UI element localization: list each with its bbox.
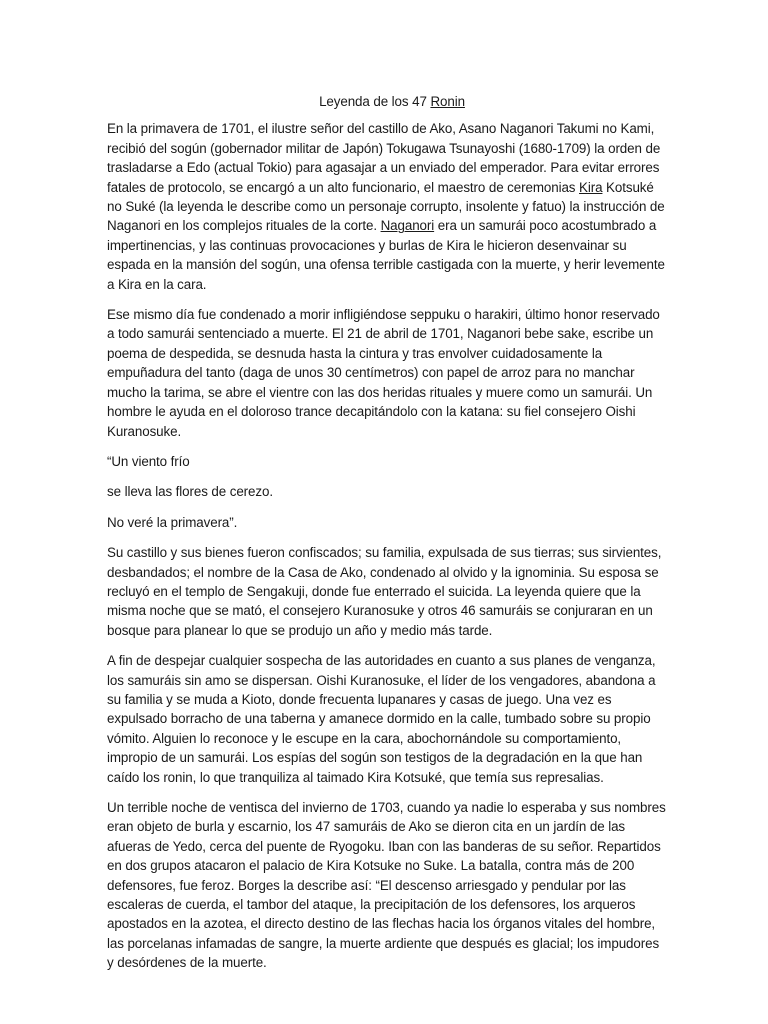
verse-line-2: se lleva las flores de cerezo. xyxy=(107,484,273,500)
link-kira[interactable]: Kira xyxy=(579,179,603,195)
paragraph-5: Un terrible noche de ventisca del invierno de 1703, cuando ya nadie lo esperaba y sus nombres eran objeto de burla y escarnio, los 47 samuráis de Ako se dieron cita en un jardín de las afueras de Yedo, cerca del puente de Ryogoku. Iban con las banderas de su señor. Repartidos en dos grupos atacaron el palacio de Kira Kotsuke no Suke. La batalla, contra más de 200 defensores, fue feroz. Borges la describe así: “El descenso arriesgado y pendular por las escaleras de cuerda, el tambor del ataque, la precipitación de los defensores, los arqueros apostados en la azotea, el directo destino de las flechas hacia los órganos vitales del hombre, las porcelanas infamadas de sangre, la muerte ardiente que después es glacial; los impudores y desórdenes de la muerte. xyxy=(107,800,666,971)
paragraph-1-text-a: En la primavera de 1701, el ilustre señor del castillo de Ako, Asano Naganori Takumi no Kami, recibió del sogún (gobernador militar de Japón) Tokugawa Tsunayoshi (1680-1709) la orden de trasladarse a Edo (actual Tokio) para agasajar a un enviado del emperador. Para evitar errores fatales de protocolo, se encargó a un alto funcionario, el maestro de ceremonias xyxy=(107,121,661,195)
verse-line-3: No veré la primavera”. xyxy=(107,514,238,530)
paragraph-1-text-b: Kotsuké no Suké (la leyenda le describe como un personaje corrupto, insolente y fatuo) la instrucción de Naganori en los complejos rituales de la corte. xyxy=(107,179,665,234)
paragraph-4: A fin de despejar cualquier sospecha de las autoridades en cuanto a sus planes de venganza, los samuráis sin amo se dispersan. Oishi Kuranosuke, el líder de los vengadores, abandona a su familia y se muda a Kioto, donde frecuenta lupanares y casas de juego. Una vez es expulsado borracho de una taberna y amanece dormido en la calle, tumbado sobre su propio vómito. Alguien lo reconoce y le escupe en la cara, abochornándole su comportamiento, impropio de un samurái. Los espías del sogún son testigos de la degradación en la que han caído los ronin, lo que tranquiliza al taimado Kira Kotsuké, que temía sus represalias. xyxy=(107,653,656,785)
document-body xyxy=(107,92,667,984)
document-title xyxy=(107,92,667,111)
paragraph-2: Ese mismo día fue condenado a morir infligiéndose seppuku o harakiri, último honor reservado a todo samurái sentenciado a muerte. El 21 de abril de 1701, Naganori bebe sake, escribe un poema de despedida, se desnuda hasta la cintura y tras envolver cuidadosamente la empuñadura del tanto (daga de unos 30 centímetros) con papel de arroz para no manchar mucho la tarima, se abre el vientre con las dos heridas rituales y muere como un samurái. Un hombre le ayuda en el doloroso trance decapitándolo con la katana: su fiel consejero Oishi Kuranosuke. xyxy=(107,307,660,439)
paragraph-3: Su castillo y sus bienes fueron confiscados; su familia, expulsada de sus tierras; sus sirvientes, desbandados; el nombre de la Casa de Ako, condenado al olvido y la ignominia. Su esposa se recluyó en el templo de Sengakuji, donde fue enterrado el suicida. La leyenda quiere que la misma noche que se mató, el consejero Kuranosuke y otros 46 samuráis se conjuraran en un bosque para planear lo que se produjo un año y medio más tarde. xyxy=(107,545,662,638)
title-link-ronin[interactable]: Ronin xyxy=(430,94,465,109)
link-naganori[interactable]: Naganori xyxy=(380,218,435,234)
title-text: Leyenda de los 47 xyxy=(319,94,431,109)
verse-line-1: “Un viento frío xyxy=(107,453,190,469)
paragraph-1-text-c: era un samurái poco acostumbrado a impertinencias, y las continuas provocaciones y burlas de Kira le hicieron desenvainar su espada en la mansión del sogún, una ofensa terrible castigada con la muerte, y herir levemente a Kira en la cara. xyxy=(107,218,665,292)
paragraph-1 xyxy=(107,119,667,294)
